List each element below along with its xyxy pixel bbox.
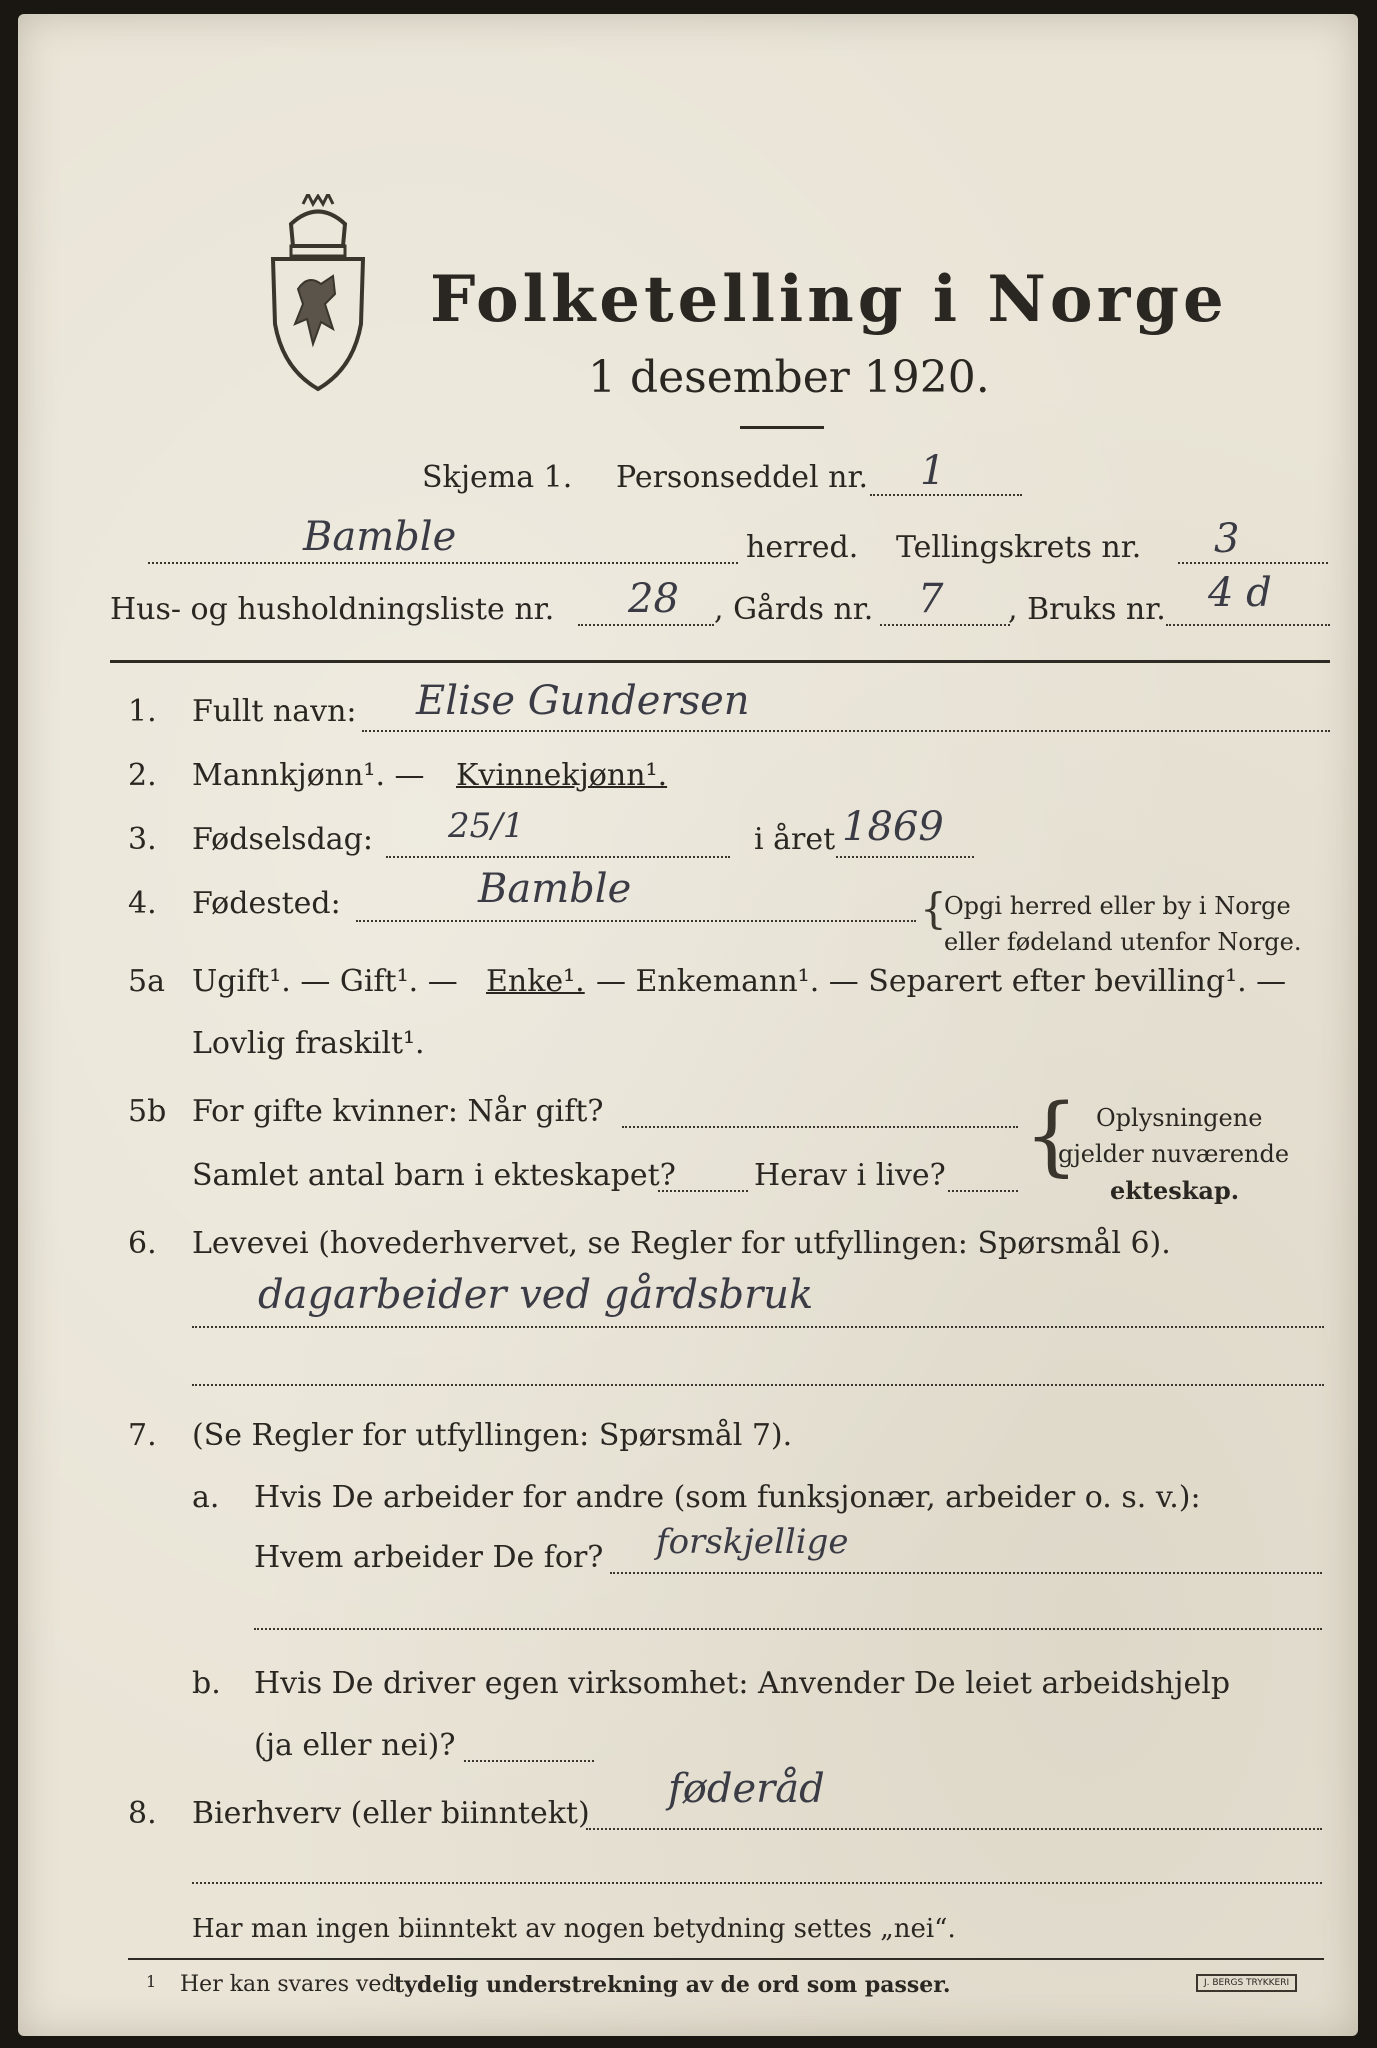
form-subtitle: 1 desember 1920. bbox=[588, 352, 990, 403]
q2-male: Mannkjønn¹. — bbox=[192, 758, 425, 793]
q8-label: Bierhverv (eller biinntekt) bbox=[192, 1796, 590, 1831]
herred-label: herred. bbox=[746, 530, 859, 565]
q7a-label: Hvis De arbeider for andre (som funksjonær, arbeider o. s. v.): bbox=[254, 1480, 1201, 1515]
husliste-label: Hus- og husholdningsliste nr. bbox=[110, 592, 555, 627]
skjema-label: Skjema 1. bbox=[422, 460, 573, 495]
q3-year-label: i året bbox=[754, 822, 836, 857]
q4-label: Fødested: bbox=[192, 886, 341, 921]
husliste-value: 28 bbox=[628, 576, 679, 622]
q7b-label: Hvis De driver egen virksomhet: Anvender De leiet arbeidshjelp bbox=[254, 1666, 1231, 1701]
q4-brace: { bbox=[920, 884, 947, 933]
footnote-mark: 1 bbox=[146, 1972, 157, 1991]
bruks-value: 4 d bbox=[1208, 570, 1272, 616]
q6-line-1 bbox=[192, 1326, 1324, 1328]
q7-number: 7. bbox=[128, 1418, 157, 1453]
q6-label: Levevei (hovederhvervet, se Regler for utfyllingen: Spørsmål 6). bbox=[192, 1226, 1171, 1261]
q5b-note-3: ekteskap. bbox=[1110, 1176, 1240, 1205]
q5b-note-2: gjelder nuværende bbox=[1058, 1140, 1290, 1168]
q6-line-2 bbox=[192, 1384, 1324, 1386]
q4-line bbox=[356, 920, 916, 922]
gards-line bbox=[880, 624, 1010, 626]
q3-label: Fødselsdag: bbox=[192, 822, 373, 857]
q6-number: 6. bbox=[128, 1226, 157, 1261]
q1-value: Elise Gundersen bbox=[416, 678, 750, 724]
q3-number: 3. bbox=[128, 822, 157, 857]
tellingskrets-label: Tellingskrets nr. bbox=[896, 530, 1142, 565]
q8-line-2 bbox=[192, 1882, 1322, 1884]
q7a-value: forskjellige bbox=[656, 1522, 849, 1562]
q7b-line bbox=[464, 1760, 594, 1762]
q5b-alive: Herav i live? bbox=[754, 1158, 946, 1193]
printer-stamp: J. BERGS TRYKKERI bbox=[1196, 1974, 1297, 1992]
form-title: Folketelling i Norge bbox=[430, 262, 1228, 337]
q7b-letter: b. bbox=[192, 1666, 221, 1701]
q5a-number: 5a bbox=[128, 964, 165, 999]
q4-note-1: Opgi herred eller by i Norge bbox=[944, 892, 1291, 920]
bruks-line bbox=[1166, 624, 1330, 626]
q5b-note-1: Oplysningene bbox=[1096, 1104, 1263, 1132]
personseddel-line bbox=[870, 494, 1022, 496]
tellingskrets-value: 3 bbox=[1214, 516, 1240, 562]
q5b-label: For gifte kvinner: Når gift? bbox=[192, 1094, 604, 1129]
q5a-options-b: — Enkemann¹. — Separert efter bevilling¹. — bbox=[596, 964, 1287, 999]
personseddel-value: 1 bbox=[920, 448, 946, 494]
q2-female: Kvinnekjønn¹. bbox=[456, 758, 668, 793]
q1-number: 1. bbox=[128, 694, 157, 729]
q1-line bbox=[362, 730, 1330, 732]
herred-value: Bamble bbox=[303, 514, 457, 560]
header-rule bbox=[110, 660, 1330, 663]
q7a-line-1 bbox=[610, 1572, 1322, 1574]
q7a-letter: a. bbox=[192, 1480, 220, 1515]
q5b-children: Samlet antal barn i ekteskapet? bbox=[192, 1158, 676, 1193]
q7b-line2: (ja eller nei)? bbox=[254, 1728, 456, 1763]
q6-value: dagarbeider ved gårdsbruk bbox=[258, 1272, 814, 1318]
herred-line bbox=[148, 562, 738, 564]
census-form bbox=[18, 14, 1358, 2036]
q5b-alive-line bbox=[948, 1190, 1018, 1192]
q2-number: 2. bbox=[128, 758, 157, 793]
personseddel-label: Personseddel nr. bbox=[616, 460, 869, 495]
q4-value: Bamble bbox=[478, 866, 632, 912]
gards-value: 7 bbox=[918, 576, 944, 622]
coat-of-arms-icon bbox=[263, 194, 373, 394]
q1-label: Fullt navn: bbox=[192, 694, 357, 729]
q5b-number: 5b bbox=[128, 1094, 167, 1129]
footnote-text-a: Her kan svares ved bbox=[180, 1972, 396, 1997]
q8-value: føderåd bbox=[668, 1766, 825, 1812]
q3-year-value: 1869 bbox=[842, 804, 944, 850]
q7a-who: Hvem arbeider De for? bbox=[254, 1540, 604, 1575]
q7-label: (Se Regler for utfyllingen: Spørsmål 7). bbox=[192, 1418, 793, 1453]
footnote-rule bbox=[128, 1958, 1324, 1960]
q8-note: Har man ingen biinntekt av nogen betydning settes „nei“. bbox=[192, 1914, 956, 1944]
q4-number: 4. bbox=[128, 886, 157, 921]
gards-label: , Gårds nr. bbox=[714, 592, 874, 627]
husliste-line bbox=[578, 624, 714, 626]
title-divider bbox=[740, 426, 824, 429]
q3-line bbox=[386, 856, 730, 858]
q7a-line-2 bbox=[254, 1628, 1322, 1630]
bruks-label: , Bruks nr. bbox=[1008, 592, 1166, 627]
q5b-married-line bbox=[622, 1126, 1018, 1128]
q8-number: 8. bbox=[128, 1796, 157, 1831]
q5a-enke: Enke¹. bbox=[486, 964, 585, 999]
q3-value: 25/1 bbox=[448, 806, 525, 846]
q5b-brace: { bbox=[1024, 1086, 1079, 1186]
q5a-options-a: Ugift¹. — Gift¹. — bbox=[192, 964, 458, 999]
q8-line-1 bbox=[586, 1828, 1322, 1830]
q4-note-2: eller fødeland utenfor Norge. bbox=[944, 928, 1302, 956]
q3-year-line bbox=[836, 856, 974, 858]
footnote-text-b: tydelig understrekning av de ord som passer. bbox=[394, 1972, 951, 1998]
tellingskrets-line bbox=[1178, 562, 1328, 564]
q5a-line2: Lovlig fraskilt¹. bbox=[192, 1026, 425, 1061]
q5b-children-line bbox=[658, 1190, 748, 1192]
